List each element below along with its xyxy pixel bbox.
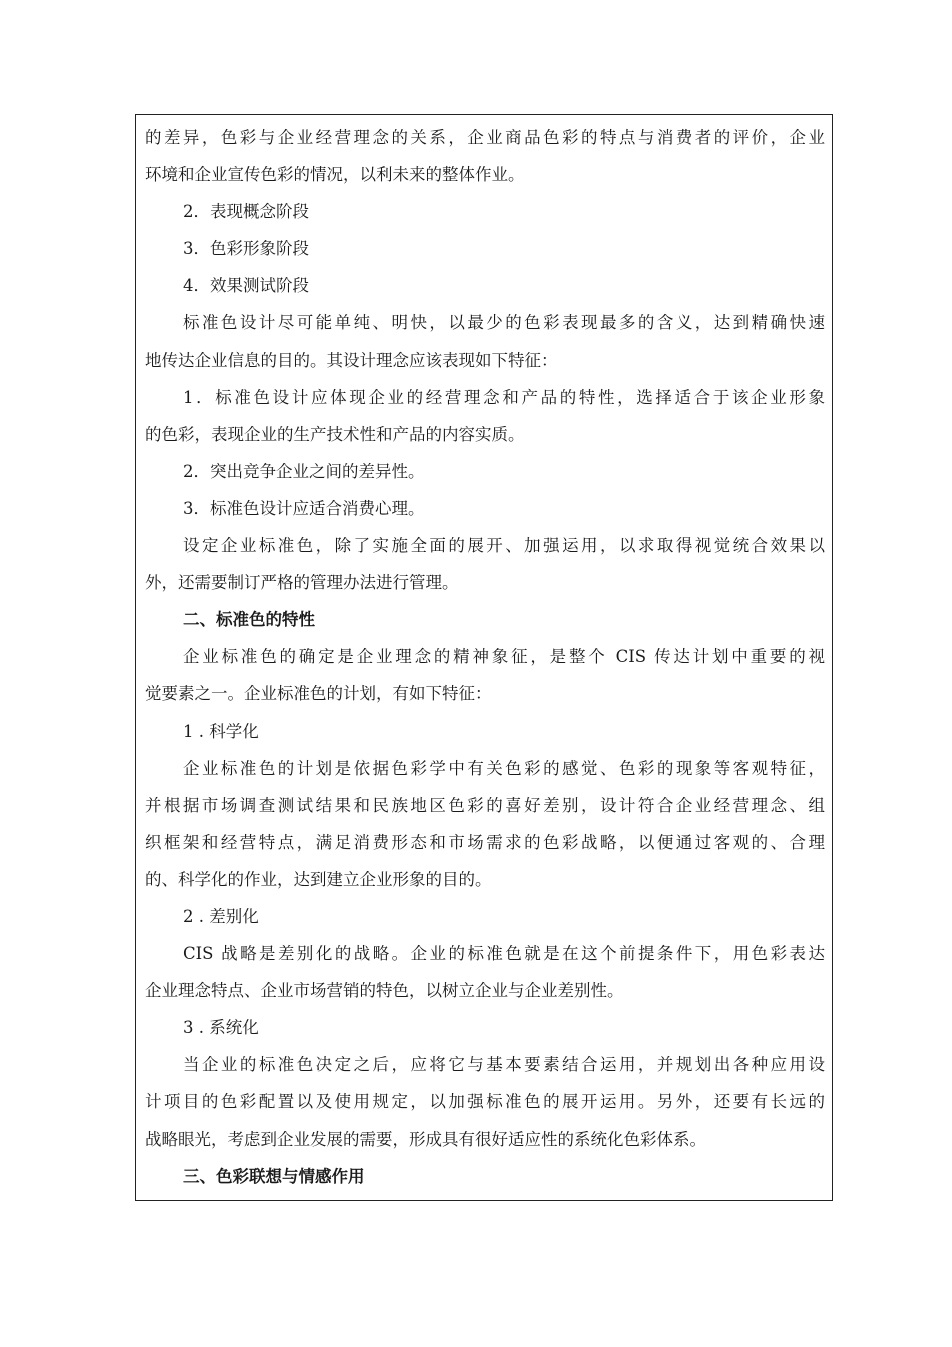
text-line: 标准色设计尽可能单纯、明快，以最少的色彩表现最多的含义，达到精确快速	[183, 313, 825, 333]
text-line: 2．表现概念阶段	[183, 202, 309, 222]
section-heading: 三、色彩联想与情感作用	[183, 1166, 365, 1186]
text-line: 外，还需要制订严格的管理办法进行管理。	[145, 573, 459, 593]
text-line: 战略眼光，考虑到企业发展的需要，形成具有很好适应性的系统化色彩体系。	[145, 1129, 706, 1149]
text-line: 的色彩，表现企业的生产技术性和产品的内容实质。	[145, 424, 525, 444]
text-line: 计项目的色彩配置以及使用规定，以加强标准色的展开运用。另外，还要有长远的	[145, 1092, 825, 1112]
text-line: 3．标准色设计应适合消费心理。	[183, 498, 425, 518]
text-line: 企业理念特点、企业市场营销的特色，以树立企业与企业差别性。	[145, 981, 624, 1001]
text-line: 1．标准色设计应体现企业的经营理念和产品的特性，选择适合于该企业形象	[183, 387, 825, 407]
text-line: 当企业的标准色决定之后，应将它与基本要素结合运用，并规划出各种应用设	[183, 1055, 825, 1075]
document-body	[145, 119, 825, 1195]
text-line: 企业标准色的确定是企业理念的精神象征，是整个 CIS 传达计划中重要的视	[183, 647, 825, 667]
text-line: CIS 战略是差别化的战略。企业的标准色就是在这个前提条件下，用色彩表达	[183, 944, 825, 964]
text-line: 环境和企业宣传色彩的情况，以利未来的整体作业。	[145, 165, 525, 185]
text-line: 1 . 科学化	[183, 721, 259, 741]
text-line: 3．色彩形象阶段	[183, 239, 309, 259]
text-line: 2 . 差别化	[183, 906, 259, 926]
text-line: 觉要素之一。企业标准色的计划，有如下特征：	[145, 684, 492, 704]
text-line: 4．效果测试阶段	[183, 276, 309, 296]
text-line: 地传达企业信息的目的。其设计理念应该表现如下特征：	[145, 350, 558, 370]
text-line: 织框架和经营特点，满足消费形态和市场需求的色彩战略，以便通过客观的、合理	[145, 832, 825, 852]
section-heading: 二、标准色的特性	[183, 610, 315, 630]
text-line: 的、科学化的作业，达到建立企业形象的目的。	[145, 869, 492, 889]
text-line: 设定企业标准色，除了实施全面的展开、加强运用，以求取得视觉统合效果以	[183, 536, 825, 556]
document-frame	[135, 114, 833, 1201]
text-line: 2．突出竞争企业之间的差异性。	[183, 461, 425, 481]
text-line: 并根据市场调查测试结果和民族地区色彩的喜好差别，设计符合企业经营理念、组	[145, 795, 825, 815]
text-line: 的差异，色彩与企业经营理念的关系，企业商品色彩的特点与消费者的评价，企业	[145, 128, 825, 147]
text-line: 企业标准色的计划是依据色彩学中有关色彩的感觉、色彩的现象等客观特征，	[183, 758, 825, 778]
text-line: 3 . 系统化	[183, 1018, 259, 1038]
